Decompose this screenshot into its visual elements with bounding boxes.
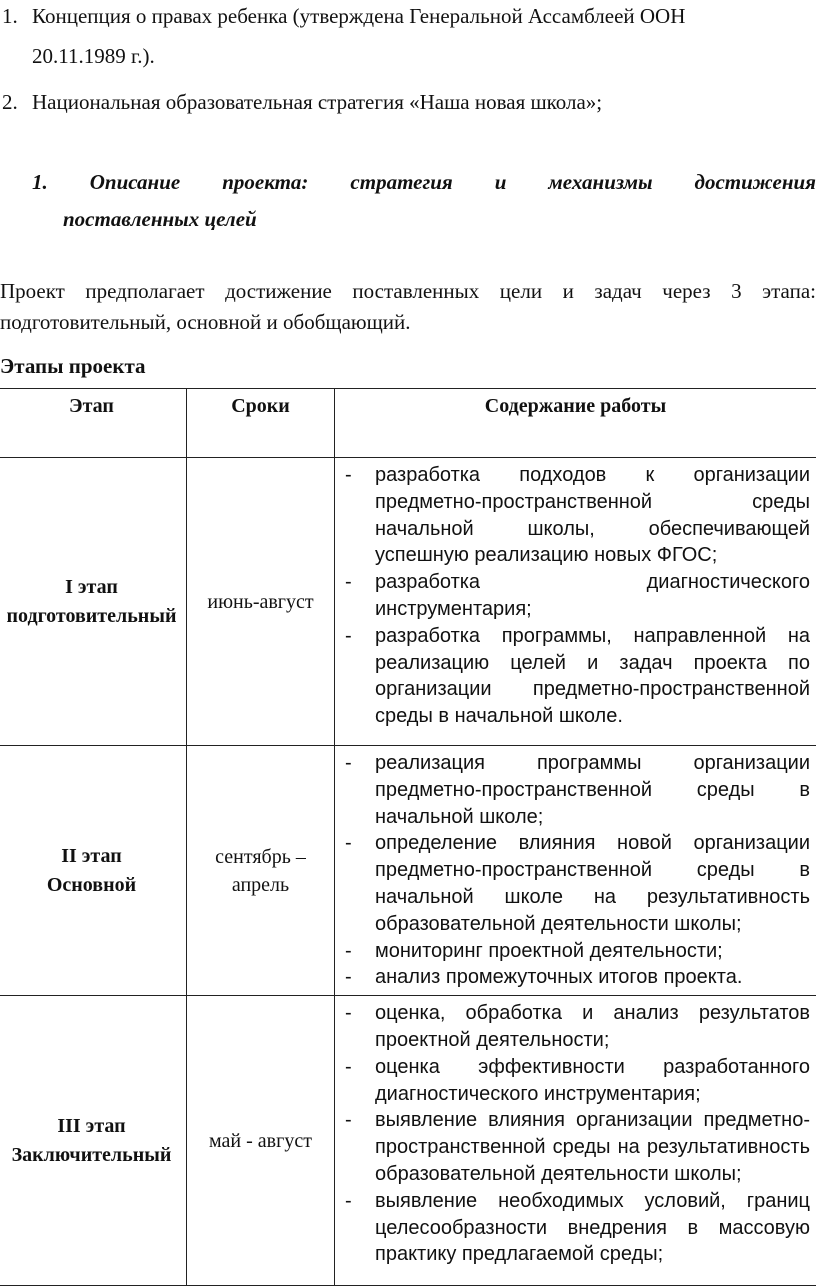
list-item-text: определение влияния новой организации предметно-пространственной среды в начальной школе на результативность образовательной деятельности школы; (375, 830, 810, 937)
stage-number: I этап (0, 573, 186, 602)
list-item-text: разработка диагностического инструментария; (375, 569, 810, 623)
heading-word: механизмы (548, 170, 652, 195)
list-item-text: выявление необходимых условий, границ целесообразности внедрения в массовую практику предлагаемой среды; (375, 1188, 810, 1268)
list-item: - определение влияния новой организации предметно-пространственной среды в начальной школе на результативность образовательной деятельности школы; (341, 830, 810, 937)
stage-cell (0, 996, 187, 1286)
list-item: - реализация программы организации предметно-пространственной среды в начальной школе; (341, 750, 810, 830)
period-line: июнь-август (207, 591, 313, 613)
list-item-text: разработка программы, направленной на реализацию целей и задач проекта по организации предметно-пространственной среды в начальной школе. (375, 623, 810, 730)
table-title: Этапы проекта (0, 354, 146, 379)
section-heading (32, 170, 816, 232)
list-item-text: выявление влияния организации предметно-пространственной среды на результативность образовательной деятельности школы; (375, 1107, 810, 1187)
table-row (0, 996, 816, 1286)
list-item: - оценка, обработка и анализ результатов проектной деятельности; (341, 1000, 810, 1054)
content-cell (335, 746, 816, 996)
heading-word: проекта: (222, 170, 308, 195)
content-cell (335, 996, 816, 1286)
list-item: - мониторинг проектной деятельности; (341, 938, 810, 965)
table-row (0, 746, 816, 996)
stage-cell (0, 458, 187, 746)
period-cell (187, 996, 335, 1286)
period-cell (187, 458, 335, 746)
list-item: - выявление влияния организации предметно-пространственной среды на результативность образовательной деятельности школы; (341, 1107, 810, 1187)
list-item: - разработка диагностического инструментария; (341, 569, 810, 623)
intro-paragraph: Проект предполагает достижение поставленных цели и задач через 3 этапа: подготовительный, основной и обобщающий. (0, 276, 816, 338)
heading-line-2: поставленных целей (32, 207, 816, 232)
stage-name: Заключительный (0, 1141, 186, 1170)
reference-number: 1. (2, 4, 18, 29)
reference-text-continued: 20.11.1989 г.). (32, 44, 155, 69)
period-line: - август (246, 1130, 312, 1152)
heading-word: достижения (695, 170, 816, 195)
stage-number: II этап (0, 842, 186, 871)
heading-word: и (495, 170, 507, 195)
list-item: - анализ промежуточных итогов проекта. (341, 964, 810, 991)
reference-number: 2. (2, 90, 18, 115)
list-item-text: разработка подходов к организации предметно-пространственной среды начальной школы, обеспечивающей успешную реализацию новых ФГОС; (375, 462, 810, 569)
reference-text: Концепция о правах ребенка (утверждена Генеральной Ассамблеей ООН (32, 4, 685, 29)
stages-table (0, 388, 816, 1286)
list-item-text: реализация программы организации предметно-пространственной среды в начальной школе; (375, 750, 810, 830)
list-item: - разработка программы, направленной на реализацию целей и задач проекта по организации предметно-пространственной среды в начальной школе. (341, 623, 810, 730)
header-content: Содержание работы (335, 389, 816, 458)
list-item-text: оценка эффективности разработанного диагностического инструментария; (375, 1054, 810, 1108)
stage-name: Основной (0, 871, 186, 900)
table-row (0, 458, 816, 746)
period-line: апрель (232, 874, 289, 896)
header-stage: Этап (0, 389, 187, 458)
header-period: Сроки (187, 389, 335, 458)
stage-cell (0, 746, 187, 996)
heading-word: стратегия (350, 170, 452, 195)
list-item: - оценка эффективности разработанного диагностического инструментария; (341, 1054, 810, 1108)
list-item: - выявление необходимых условий, границ целесообразности внедрения в массовую практику предлагаемой среды; (341, 1188, 810, 1268)
stage-number: III этап (0, 1112, 186, 1141)
period-line: сентябрь – (215, 846, 306, 868)
heading-number: 1. (32, 170, 48, 195)
table-header-row (0, 389, 816, 458)
content-cell (335, 458, 816, 746)
heading-word: Описание (90, 170, 180, 195)
period-line: май (209, 1130, 241, 1152)
list-item-text: оценка, обработка и анализ результатов проектной деятельности; (375, 1000, 810, 1054)
reference-text: Национальная образовательная стратегия «Наша новая школа»; (32, 90, 602, 115)
list-item-text: мониторинг проектной деятельности; (375, 938, 810, 965)
list-item-text: анализ промежуточных итогов проекта. (375, 964, 810, 991)
stage-name: подготовительный (0, 602, 186, 631)
period-cell (187, 746, 335, 996)
list-item: - разработка подходов к организации предметно-пространственной среды начальной школы, обеспечивающей успешную реализацию новых ФГОС; (341, 462, 810, 569)
